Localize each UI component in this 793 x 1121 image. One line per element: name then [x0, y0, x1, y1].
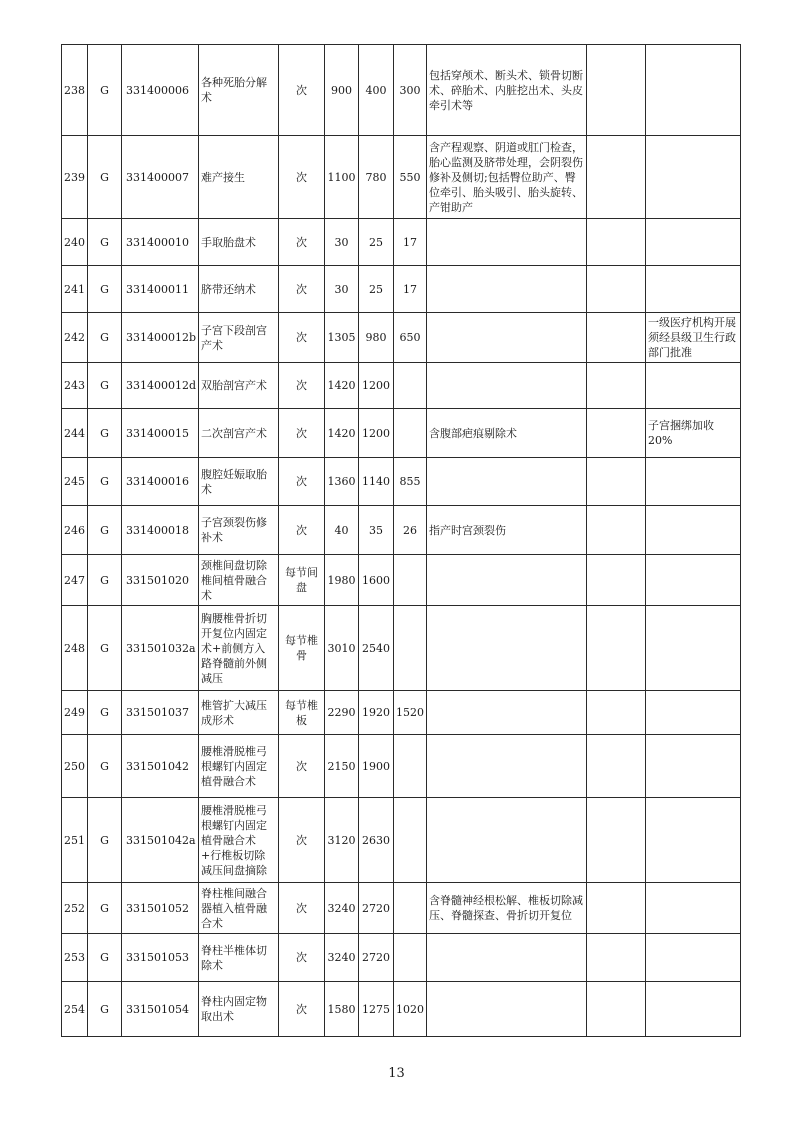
row-content: 指产时宫颈裂伤: [427, 506, 587, 555]
row-number: 253: [62, 934, 88, 982]
row-content: 含腹部疤痕剔除术: [427, 409, 587, 458]
row-price-1: 1980: [325, 555, 359, 606]
row-content: [427, 219, 587, 266]
row-price-1: 1305: [325, 313, 359, 363]
row-exclusion: [587, 883, 646, 934]
row-number: 244: [62, 409, 88, 458]
row-note: [646, 45, 741, 136]
row-note: [646, 735, 741, 798]
row-code: 331400006: [122, 45, 199, 136]
table-row: [62, 798, 741, 883]
table-row: [62, 691, 741, 735]
row-name: 椎管扩大减压成形术: [199, 691, 279, 735]
row-price-3: [394, 363, 427, 409]
row-price-3: [394, 409, 427, 458]
row-price-1: 2290: [325, 691, 359, 735]
row-content: [427, 798, 587, 883]
row-unit: 每节间盘: [279, 555, 325, 606]
table-row: [62, 606, 741, 691]
row-number: 254: [62, 982, 88, 1037]
row-code: 331400015: [122, 409, 199, 458]
row-name: 腹腔妊娠取胎术: [199, 458, 279, 506]
row-number: 250: [62, 735, 88, 798]
row-category: G: [88, 691, 122, 735]
row-code: 331501052: [122, 883, 199, 934]
row-number: 247: [62, 555, 88, 606]
row-price-1: 2150: [325, 735, 359, 798]
row-exclusion: [587, 691, 646, 735]
table-row: [62, 313, 741, 363]
row-unit: 次: [279, 219, 325, 266]
row-code: 331501042a: [122, 798, 199, 883]
row-price-1: 3120: [325, 798, 359, 883]
row-price-2: 400: [359, 45, 394, 136]
row-content: 含产程观察、阴道或肛门检查，胎心监测及脐带处理，会阴裂伤修补及侧切;包括臀位助产、臀位牵引、胎头吸引、胎头旋转、产钳助产: [427, 136, 587, 219]
row-note: [646, 883, 741, 934]
row-note: [646, 506, 741, 555]
row-category: G: [88, 458, 122, 506]
row-category: G: [88, 735, 122, 798]
row-content: [427, 982, 587, 1037]
row-number: 240: [62, 219, 88, 266]
row-content: [427, 313, 587, 363]
row-name: 颈椎间盘切除椎间植骨融合术: [199, 555, 279, 606]
row-category: G: [88, 363, 122, 409]
table-row: [62, 363, 741, 409]
row-category: G: [88, 313, 122, 363]
row-note: [646, 555, 741, 606]
row-content: 包括穿颅术、断头术、锁骨切断术、碎胎术、内脏挖出术、头皮牵引术等: [427, 45, 587, 136]
table-row: [62, 409, 741, 458]
row-unit: 次: [279, 934, 325, 982]
row-exclusion: [587, 458, 646, 506]
row-exclusion: [587, 798, 646, 883]
row-price-3: 17: [394, 266, 427, 313]
row-name: 二次剖宫产术: [199, 409, 279, 458]
row-note: [646, 219, 741, 266]
row-exclusion: [587, 313, 646, 363]
row-name: 腰椎滑脱椎弓根螺钉内固定植骨融合术: [199, 735, 279, 798]
row-note: [646, 691, 741, 735]
row-code: 331400011: [122, 266, 199, 313]
row-content: [427, 266, 587, 313]
row-price-1: 1580: [325, 982, 359, 1037]
row-price-1: 1360: [325, 458, 359, 506]
row-price-3: 1520: [394, 691, 427, 735]
row-price-2: 1275: [359, 982, 394, 1037]
row-price-2: 980: [359, 313, 394, 363]
row-exclusion: [587, 266, 646, 313]
row-category: G: [88, 409, 122, 458]
row-exclusion: [587, 555, 646, 606]
row-unit: 次: [279, 982, 325, 1037]
row-code: 331501032a: [122, 606, 199, 691]
row-category: G: [88, 606, 122, 691]
table-row: [62, 883, 741, 934]
row-price-3: 855: [394, 458, 427, 506]
row-price-3: 26: [394, 506, 427, 555]
row-number: 245: [62, 458, 88, 506]
row-price-3: [394, 735, 427, 798]
row-exclusion: [587, 506, 646, 555]
table-row: [62, 45, 741, 136]
row-content: [427, 735, 587, 798]
table-row: [62, 735, 741, 798]
row-price-1: 3240: [325, 883, 359, 934]
row-note: [646, 982, 741, 1037]
row-price-2: 2720: [359, 934, 394, 982]
row-price-2: 780: [359, 136, 394, 219]
row-category: G: [88, 883, 122, 934]
row-category: G: [88, 798, 122, 883]
row-number: 248: [62, 606, 88, 691]
row-price-3: 650: [394, 313, 427, 363]
row-category: G: [88, 506, 122, 555]
page-number: 13: [388, 1066, 405, 1081]
table-row: [62, 982, 741, 1037]
row-price-1: 3010: [325, 606, 359, 691]
row-price-3: 1020: [394, 982, 427, 1037]
table-row: [62, 458, 741, 506]
row-price-2: 25: [359, 266, 394, 313]
row-price-2: 1900: [359, 735, 394, 798]
row-price-1: 30: [325, 219, 359, 266]
table-body: [62, 45, 741, 1037]
row-unit: 每节椎骨: [279, 606, 325, 691]
row-number: 246: [62, 506, 88, 555]
row-exclusion: [587, 982, 646, 1037]
row-unit: 次: [279, 313, 325, 363]
row-code: 331400012b: [122, 313, 199, 363]
row-content: [427, 934, 587, 982]
row-price-3: 300: [394, 45, 427, 136]
row-number: 243: [62, 363, 88, 409]
row-price-2: 35: [359, 506, 394, 555]
row-unit: 次: [279, 798, 325, 883]
row-exclusion: [587, 363, 646, 409]
row-price-2: 1200: [359, 409, 394, 458]
row-exclusion: [587, 219, 646, 266]
row-category: G: [88, 982, 122, 1037]
row-unit: 次: [279, 735, 325, 798]
row-price-3: [394, 555, 427, 606]
row-content: [427, 555, 587, 606]
row-price-2: 25: [359, 219, 394, 266]
row-number: 239: [62, 136, 88, 219]
row-number: 238: [62, 45, 88, 136]
row-content: 含脊髓神经根松解、椎板切除减压、脊髓探查、骨折切开复位: [427, 883, 587, 934]
row-price-3: [394, 934, 427, 982]
row-code: 331501054: [122, 982, 199, 1037]
fee-table: [61, 44, 741, 1037]
row-name: 腰椎滑脱椎弓根螺钉内固定植骨融合术+行椎板切除减压间盘摘除: [199, 798, 279, 883]
row-unit: 次: [279, 363, 325, 409]
row-content: [427, 363, 587, 409]
row-content: [427, 606, 587, 691]
row-price-3: [394, 798, 427, 883]
row-name: 脊柱椎间融合器植入植骨融合术: [199, 883, 279, 934]
row-content: [427, 691, 587, 735]
row-code: 331400007: [122, 136, 199, 219]
row-exclusion: [587, 45, 646, 136]
row-price-3: 550: [394, 136, 427, 219]
row-price-2: 2540: [359, 606, 394, 691]
row-price-2: 1920: [359, 691, 394, 735]
row-unit: 每节椎板: [279, 691, 325, 735]
row-note: [646, 798, 741, 883]
row-name: 各种死胎分解术: [199, 45, 279, 136]
row-note: [646, 136, 741, 219]
row-code: 331400018: [122, 506, 199, 555]
row-unit: 次: [279, 506, 325, 555]
row-exclusion: [587, 409, 646, 458]
row-exclusion: [587, 934, 646, 982]
row-number: 251: [62, 798, 88, 883]
row-content: [427, 458, 587, 506]
row-category: G: [88, 934, 122, 982]
row-category: G: [88, 136, 122, 219]
row-number: 252: [62, 883, 88, 934]
row-unit: 次: [279, 45, 325, 136]
row-name: 手取胎盘术: [199, 219, 279, 266]
row-price-1: 3240: [325, 934, 359, 982]
row-note: 子宫捆绑加收20%: [646, 409, 741, 458]
row-price-1: 30: [325, 266, 359, 313]
table-row: [62, 219, 741, 266]
row-name: 难产接生: [199, 136, 279, 219]
row-note: [646, 606, 741, 691]
row-exclusion: [587, 735, 646, 798]
row-category: G: [88, 219, 122, 266]
row-code: 331501020: [122, 555, 199, 606]
row-note: [646, 458, 741, 506]
row-code: 331501037: [122, 691, 199, 735]
row-note: [646, 934, 741, 982]
row-number: 249: [62, 691, 88, 735]
row-category: G: [88, 45, 122, 136]
row-number: 241: [62, 266, 88, 313]
table-row: [62, 136, 741, 219]
row-unit: 次: [279, 458, 325, 506]
row-unit: 次: [279, 883, 325, 934]
row-code: 331501053: [122, 934, 199, 982]
row-name: 子宫下段剖宫产术: [199, 313, 279, 363]
row-category: G: [88, 555, 122, 606]
row-unit: 次: [279, 266, 325, 313]
table-row: [62, 506, 741, 555]
row-price-1: 40: [325, 506, 359, 555]
row-price-2: 2630: [359, 798, 394, 883]
row-price-1: 1420: [325, 363, 359, 409]
row-code: 331400016: [122, 458, 199, 506]
row-name: 脐带还纳术: [199, 266, 279, 313]
row-code: 331400010: [122, 219, 199, 266]
row-category: G: [88, 266, 122, 313]
row-price-3: [394, 883, 427, 934]
row-price-1: 900: [325, 45, 359, 136]
row-name: 脊柱内固定物取出术: [199, 982, 279, 1037]
row-price-2: 1140: [359, 458, 394, 506]
row-exclusion: [587, 606, 646, 691]
row-name: 子宫颈裂伤修补术: [199, 506, 279, 555]
row-unit: 次: [279, 409, 325, 458]
row-price-2: 1200: [359, 363, 394, 409]
row-price-1: 1100: [325, 136, 359, 219]
row-code: 331400012d: [122, 363, 199, 409]
row-unit: 次: [279, 136, 325, 219]
row-note: 一级医疗机构开展须经县级卫生行政部门批准: [646, 313, 741, 363]
row-number: 242: [62, 313, 88, 363]
row-price-2: 2720: [359, 883, 394, 934]
table-row: [62, 555, 741, 606]
row-name: 脊柱半椎体切除术: [199, 934, 279, 982]
row-price-3: 17: [394, 219, 427, 266]
row-note: [646, 266, 741, 313]
row-price-3: [394, 606, 427, 691]
table-row: [62, 934, 741, 982]
row-note: [646, 363, 741, 409]
row-price-1: 1420: [325, 409, 359, 458]
row-name: 双胎剖宫产术: [199, 363, 279, 409]
row-exclusion: [587, 136, 646, 219]
row-price-2: 1600: [359, 555, 394, 606]
row-name: 胸腰椎骨折切开复位内固定术+前侧方入路脊髓前外侧减压: [199, 606, 279, 691]
row-code: 331501042: [122, 735, 199, 798]
table-row: [62, 266, 741, 313]
